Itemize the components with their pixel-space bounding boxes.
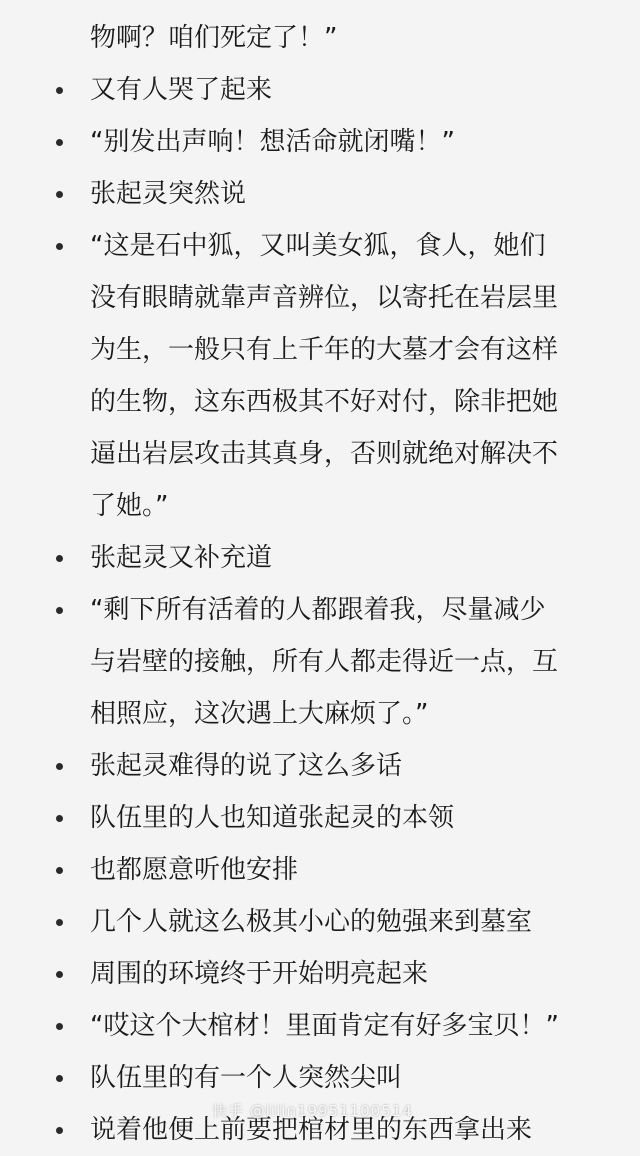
list-item: 队伍里的有一个人突然尖叫 — [0, 1052, 640, 1104]
list-item: 张起灵突然说 — [0, 168, 640, 220]
list-item: 也都愿意听他安排 — [0, 844, 640, 896]
list-item: “剩下所有活着的人都跟着我，尽量减少 与岩壁的接触，所有人都走得近一点，互 相照应，这次遇上大麻烦了。” — [0, 584, 640, 740]
list-item: “这是石中狐，又叫美女狐，食人，她们 没有眼睛就靠声音辨位，以寄托在岩层里 为生，一般只有上千年的大墓才会有这样 的生物，这东西极其不好对付，除非把她 逼出岩层攻击其真身，否则就绝对解决不 了她。” — [0, 220, 640, 532]
list-item: 几个人就这么极其小心的勉强来到墓室 — [0, 896, 640, 948]
list-item: “哎这个大棺材！里面肯定有好多宝贝！” — [0, 1000, 640, 1052]
watermark: 快手 @lilin19951100514 — [212, 1102, 413, 1120]
list-item: “别发出声响！想活命就闭嘴！” — [0, 116, 640, 168]
list-item: 张起灵难得的说了这么多话 — [0, 740, 640, 792]
list-item: 周围的环境终于开始明亮起来 — [0, 948, 640, 1000]
continuation-line: 物啊？咱们死定了！” — [90, 23, 338, 53]
bullet-list — [0, 64, 640, 1156]
list-item: 张起灵又补充道 — [0, 532, 640, 584]
list-item: 队伍里的人也知道张起灵的本领 — [0, 792, 640, 844]
list-item: 说着他便上前要把棺材里的东西拿出来 — [0, 1104, 640, 1156]
list-item: 又有人哭了起来 — [0, 64, 640, 116]
